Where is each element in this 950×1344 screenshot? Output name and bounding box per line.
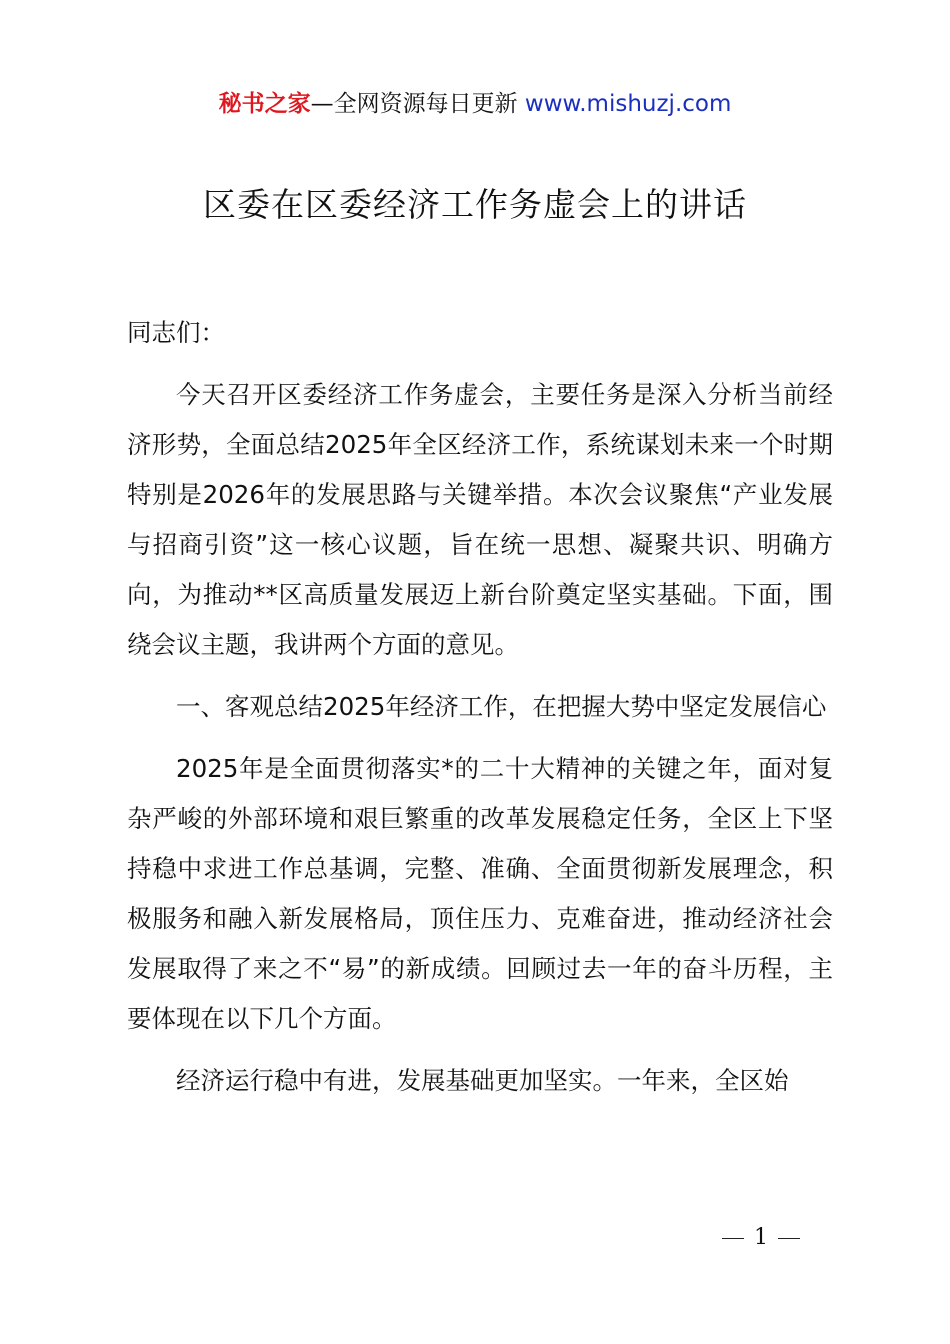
site-brand: 秘书之家 [218, 91, 311, 117]
site-header [0, 88, 950, 120]
section-heading-1: 一、客观总结2025年经济工作，在把握大势中坚定发展信心 [176, 692, 827, 721]
page-dash-right [778, 1238, 800, 1239]
document-body [127, 308, 833, 1118]
site-tagline: —全网资源每日更新 [310, 91, 525, 117]
document-title: 区委在区委经济工作务虚会上的讲话 [203, 185, 747, 224]
salutation: 同志们： [127, 318, 225, 347]
page-number: 1 [754, 1225, 768, 1250]
page-footer [712, 1222, 810, 1254]
site-url-link[interactable]: www.mishuzj.com [524, 91, 732, 117]
page-dash-left [722, 1238, 744, 1239]
paragraph-economy: 经济运行稳中有进，发展基础更加坚实。一年来，全区始 [176, 1066, 789, 1095]
paragraph-intro: 今天召开区委经济工作务虚会，主要任务是深入分析当前经济形势，全面总结2025年全区经济工作，系统谋划未来一个时期特别是2026年的发展思路与关键举措。本次会议聚焦“产业发展与招商引资”这一核心议题，旨在统一思想、凝聚共识、明确方向，为推动**区高质量发展迈上新台阶奠定坚实基础。下面，围绕会议主题，我讲两个方面的意见。 [127, 380, 833, 659]
paragraph-review: 2025年是全面贯彻落实*的二十大精神的关键之年，面对复杂严峻的外部环境和艰巨繁重的改革发展稳定任务，全区上下坚持稳中求进工作总基调，完整、准确、全面贯彻新发展理念，积极服务和融入新发展格局，顶住压力、克难奋进，推动经济社会发展取得了来之不“易”的新成绩。回顾过去一年的奋斗历程，主要体现在以下几个方面。 [127, 754, 833, 1033]
